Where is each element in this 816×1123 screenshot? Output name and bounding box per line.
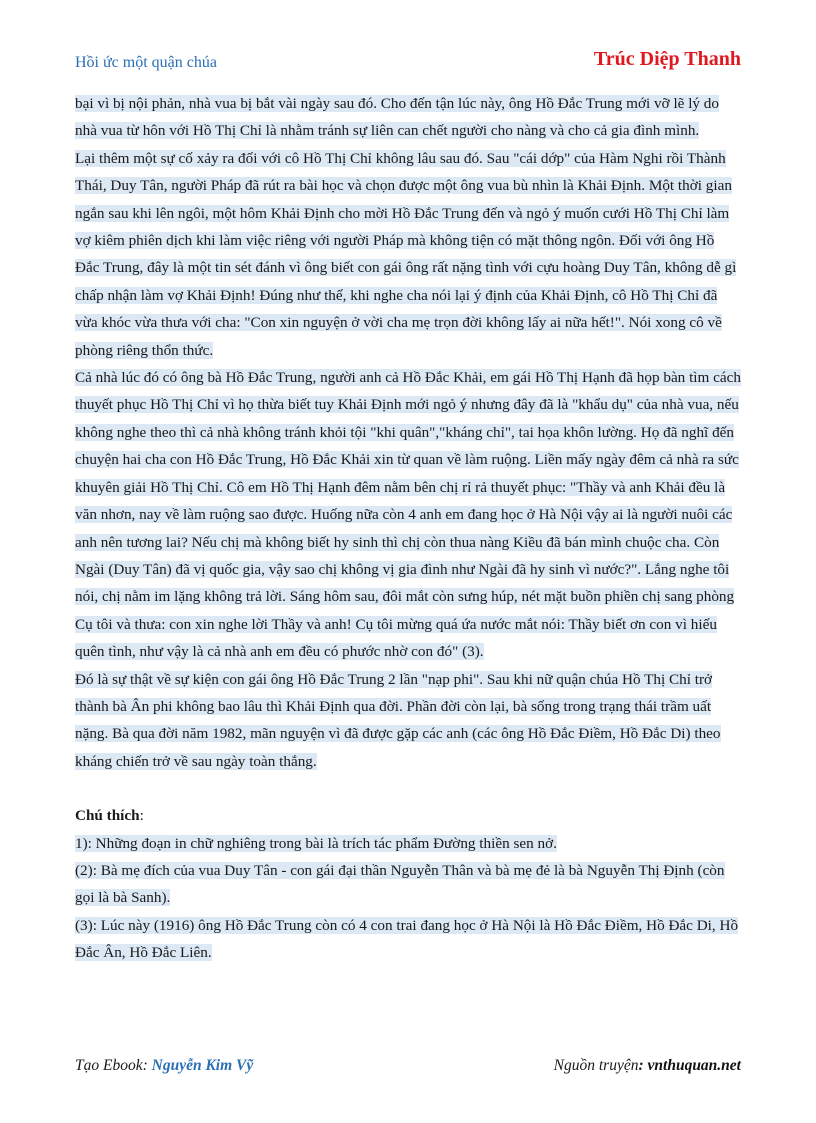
paragraph-1 [75, 90, 741, 145]
ebook-credit [75, 1057, 253, 1075]
note-3 [75, 912, 741, 967]
note-2-text: (2): Bà mẹ đích của vua Duy Tân - con gái đại thần Nguyễn Thân và bà mẹ đẻ là bà Nguyễn Thị Định (còn gọi là bà Sanh). [75, 861, 725, 907]
source-sep: : [638, 1057, 648, 1074]
paragraph-3 [75, 364, 741, 665]
ebook-maker: Nguyễn Kim Vỹ [151, 1057, 254, 1074]
notes-title: Chú thích [75, 807, 140, 825]
source-link[interactable]: vnthuquan.net [647, 1057, 741, 1074]
page-content [75, 90, 741, 967]
note-2 [75, 857, 741, 912]
paragraph-1-text: bại vì bị nội phản, nhà vua bị bắt vài ngày sau đó. Cho đến tận lúc này, ông Hồ Đắc Trung mới vỡ lẽ lý do nhà vua từ hôn với Hồ Thị Chỉ là nhằm tránh sự liên can chết người cho nàng và cho cả gia đình mình. [75, 95, 719, 140]
paragraph-2-text: Lại thêm một sự cố xảy ra đối với cô Hồ Thị Chỉ không lâu sau đó. Sau "cái dớp" của Hàm Nghi rồi Thành Thái, Duy Tân, người Pháp đã rút ra bài học và chọn được một ông vua bù nhìn là Khải Định. Một thời gian ngắn sau khi lên ngôi, một hôm Khải Định cho mời Hồ Đắc Trung đến và ngỏ ý muốn cưới Hồ Thị Chỉ làm vợ kiêm phiên dịch khi làm việc riêng với người Pháp mà không tiện có mặt thông ngôn. Đối với ông Hồ Đắc Trung, đây là một tin sét đánh vì ông biết con gái ông rất nặng tình với cựu hoàng Duy Tân, không dễ gì chấp nhận làm vợ Khải Định! Đúng như thế, khi nghe cha nói lại ý định của Khải Định, cô Hồ Thị Chỉ đã vừa khóc vừa thưa với cha: "Con xin nguyện ở vời cha mẹ trọn đời không lấy ai nữa hết!". Nói xong cô về phòng riêng thổn thức. [75, 149, 737, 359]
page-footer [75, 1057, 741, 1081]
paragraph-2 [75, 145, 741, 364]
author-name: Trúc Diệp Thanh [593, 48, 741, 70]
note-1-text: 1): Những đoạn in chữ nghiêng trong bài là trích tác phẩm Đường thiền sen nở. [75, 834, 557, 852]
note-3-text: (3): Lúc này (1916) ông Hồ Đắc Trung còn có 4 con trai đang học ở Hà Nội là Hồ Đắc Điềm, Hồ Đắc Di, Hồ Đắc Ân, Hồ Đắc Liên. [75, 916, 739, 962]
paragraph-4 [75, 666, 741, 776]
paragraph-3-text: Cả nhà lúc đó có ông bà Hồ Đắc Trung, người anh cả Hồ Đắc Khải, em gái Hồ Thị Hạnh đã họp bàn tìm cách thuyết phục Hồ Thị Chỉ vì họ thừa biết tuy Khải Định mới ngỏ ý nhưng đây đã là "khẩu dụ" của nhà vua, nếu không nghe theo thì cả nhà không tránh khỏi tội "khi quân","kháng chỉ", tai họa khôn lường. Họ đã nghĩ đến chuyện hai cha con Hồ Đắc Trung, Hồ Đắc Khải xin từ quan về làm ruộng. Liền mấy ngày đêm cả nhà ra sức khuyên giải Hồ Thị Chỉ. Cô em Hồ Thị Hạnh đêm nằm bên chị rỉ rả thuyết phục: "Thầy và anh Khải đều là văn nhơn, nay về làm ruộng sao được. Huống nữa còn 4 anh em đang học ở Hà Nội vậy ai là người nuôi các anh nên tương lai? Nếu chị mà không biết hy sinh thì chị còn thua nàng Kiều đã bán mình chuộc cha. Còn Ngài (Duy Tân) đã vị quốc gia, vậy sao chị không vị gia đình như Ngài đã hy sinh vì nước?". Lắng nghe tôi nói, chị nằm im lặng không trả lời. Sáng hôm sau, đôi mắt còn sưng húp, nét mặt buồn phiền chị sang phòng Cụ tôi và thưa: con xin nghe lời Thầy và anh! Cụ tôi mừng quá ứa nước mắt nói: Thầy biết ơn con vì hiếu quên tình, như vậy là cả nhà anh em đều có phước nhờ con đó" (3). [75, 369, 741, 661]
notes-colon: : [139, 807, 144, 825]
notes-heading [75, 802, 741, 829]
book-title: Hồi ức một quận chúa [75, 54, 217, 71]
note-1 [75, 830, 741, 857]
section-spacer [75, 775, 741, 802]
ebook-sep: : [142, 1057, 152, 1074]
paragraph-4-text: Đó là sự thật về sự kiện con gái ông Hồ Đắc Trung 2 lần "nạp phi". Sau khi nữ quận chúa Hồ Thị Chỉ trở thành bà Ân phi không bao lâu thì Khải Định qua đời. Phần đời còn lại, bà sống trong trạng thái trầm uất nặng. Bà qua đời năm 1982, mãn nguyện vì đã được gặp các anh (các ông Hồ Đắc Điềm, Hồ Đắc Di) theo kháng chiến trở về sau ngày toàn thắng. [75, 670, 721, 770]
ebook-label: Tạo Ebook [75, 1057, 143, 1074]
source-credit [554, 1057, 741, 1075]
page-header [75, 48, 741, 76]
source-label: Nguồn truyện [553, 1057, 639, 1074]
